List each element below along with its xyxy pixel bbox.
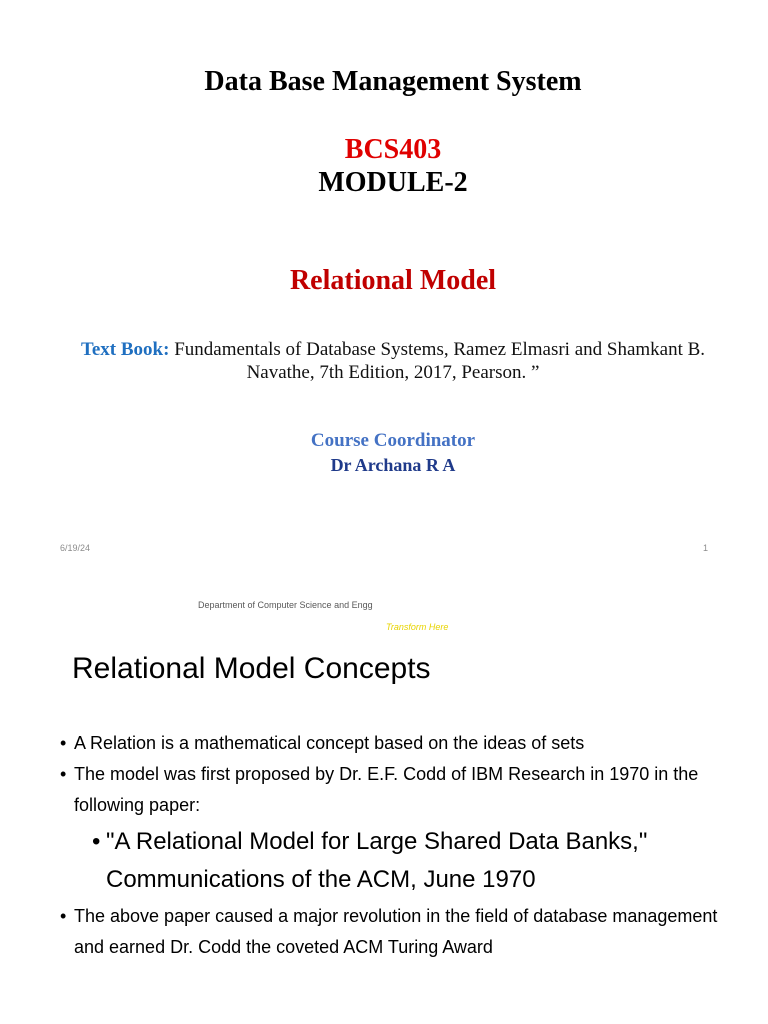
topic-title: Relational Model	[289, 265, 497, 296]
department-footer: Department of Computer Science and Engg	[198, 600, 373, 610]
textbook-reference	[60, 338, 726, 384]
coordinator-name: Dr Archana R A	[330, 455, 456, 475]
list-item	[60, 759, 720, 821]
bullet-icon: •	[60, 733, 67, 753]
bullet-text: The above paper caused a major revolution in the field of database management and earned Dr. Codd the coveted ACM Turing Award	[74, 906, 718, 957]
slide-title: Relational Model Concepts	[72, 652, 431, 685]
textbook-text: Fundamentals of Database Systems, Ramez Elmasri and Shamkant B. Navathe, 7th Edition, 2017, Pearson. ”	[174, 339, 706, 383]
presentation-title: Data Base Management System	[204, 66, 582, 97]
bullet-text: "A Relational Model for Large Shared Data Banks," Communications of the ACM, June 1970	[106, 828, 648, 893]
list-item	[60, 901, 720, 963]
watermark-text: Transform Here	[386, 622, 449, 632]
bullet-text: A Relation is a mathematical concept based on the ideas of sets	[74, 733, 585, 753]
module-label: MODULE-2	[318, 167, 468, 198]
textbook-label: Text Book:	[80, 339, 170, 360]
bullet-icon: •	[92, 828, 101, 855]
bullet-icon: •	[60, 906, 67, 926]
coordinator-label: Course Coordinator	[310, 430, 476, 451]
list-item	[60, 728, 720, 759]
concept-bullet-list	[60, 728, 720, 963]
list-item-nested	[60, 823, 720, 899]
slide-date: 6/19/24	[60, 543, 91, 553]
course-code: BCS403	[344, 134, 442, 165]
bullet-text: The model was first proposed by Dr. E.F. Codd of IBM Research in 1970 in the following paper:	[74, 764, 699, 815]
slide-page-number: 1	[703, 543, 709, 553]
bullet-icon: •	[60, 764, 67, 784]
